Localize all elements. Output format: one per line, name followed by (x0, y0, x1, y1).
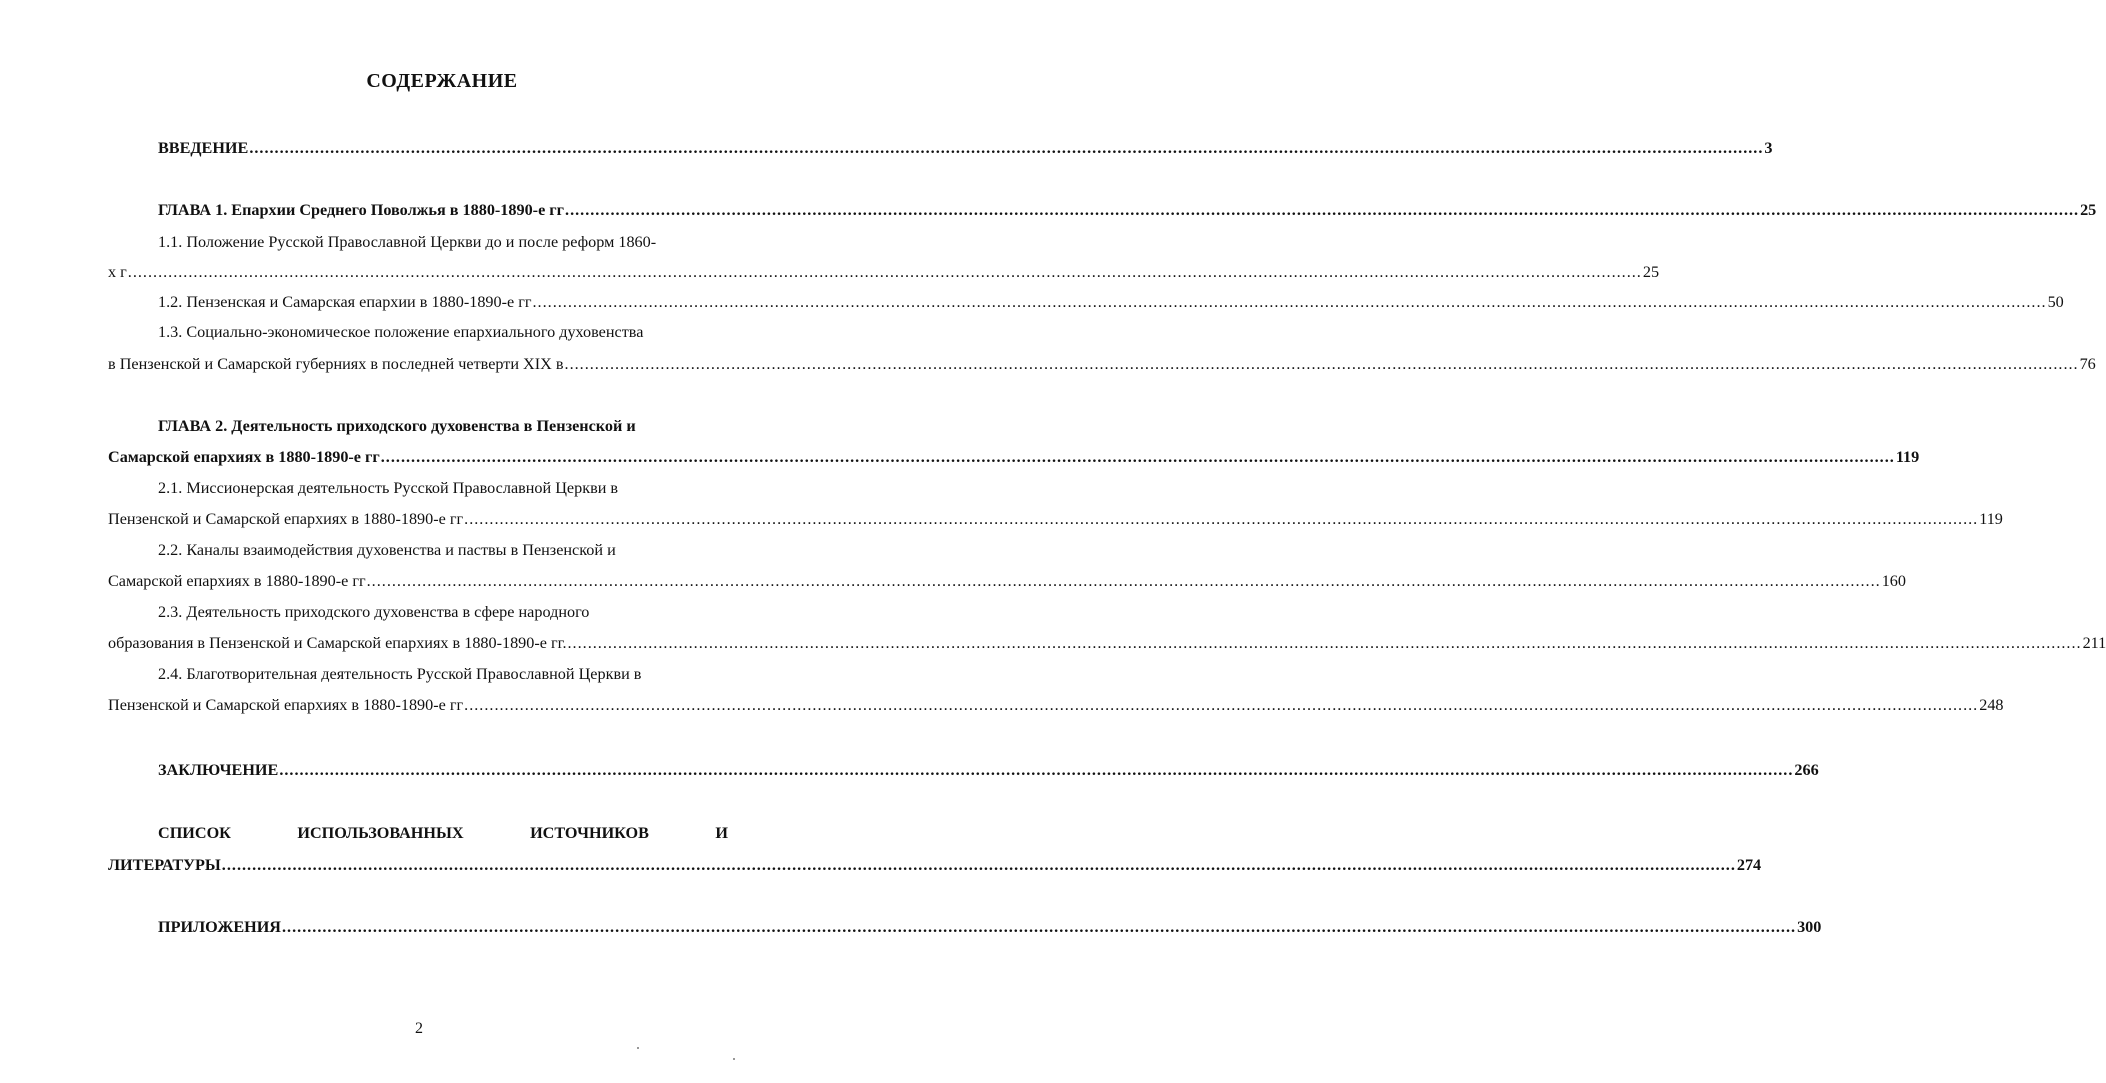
scan-speck (637, 1047, 639, 1049)
toc-page-number: 300 (1797, 918, 1822, 936)
toc-label: 1.1. Положение Русской Православной Церкви до и после реформ 1860- (158, 233, 657, 251)
toc-word: ИСПОЛЬЗОВАННЫХ (297, 824, 464, 842)
toc-label: ГЛАВА 2. Деятельность приходского духовенства в Пензенской и (158, 417, 636, 435)
toc-entry-chapter-2-line1 (108, 416, 728, 436)
toc-page-number: 160 (1881, 572, 1906, 590)
toc-label: 2.4. Благотворительная деятельность Русской Православной Церкви в (158, 665, 642, 683)
dot-leader: ............................................................................................................................................................................................................................................................................................................ (380, 448, 1895, 466)
toc-entry-sources-line2 (108, 855, 1762, 875)
toc-entry-2-3-line2 (108, 633, 2106, 653)
toc-entry-2-1-line2 (108, 509, 2003, 529)
toc-label: 2.3. Деятельность приходского духовенства в сфере народного (158, 603, 590, 621)
dot-leader: ............................................................................................................................................................................................................................................................................................................ (282, 918, 1797, 936)
toc-entry-2-4-line1 (108, 664, 728, 684)
dot-leader: ............................................................................................................................................................................................................................................................................................................ (221, 856, 1736, 874)
toc-label: 1.3. Социально-экономическое положение епархиального духовенства (158, 323, 644, 341)
toc-label: ЗАКЛЮЧЕНИЕ (158, 761, 279, 779)
dot-leader: ............................................................................................................................................................................................................................................................................................................ (279, 761, 1794, 779)
scan-speck (733, 1058, 735, 1060)
toc-word: И (715, 824, 728, 842)
toc-label: ПРИЛОЖЕНИЯ (158, 918, 281, 936)
toc-entry-1-2 (108, 292, 2064, 312)
toc-label: Пензенской и Самарской епархиях в 1880-1890-е гг (108, 696, 464, 714)
dot-leader: ............................................................................................................................................................................................................................................................................................................ (249, 139, 1764, 157)
dot-leader: ............................................................................................................................................................................................................................................................................................................ (127, 263, 1642, 281)
toc-page-number: 119 (1979, 510, 2003, 528)
toc-entry-1-1-line2 (108, 262, 1660, 282)
toc-label: 1.2. Пензенская и Самарская епархии в 1880-1890-е гг (158, 293, 532, 311)
toc-entry-2-2-line1 (108, 540, 728, 560)
toc-label: Самарской епархиях в 1880-1890-е гг (108, 572, 366, 590)
toc-entry-1-3-line1 (108, 322, 728, 342)
toc-entry-intro (108, 138, 1773, 158)
toc-label: Пензенской и Самарской епархиях в 1880-1890-е гг (108, 510, 464, 528)
toc-label: ВВЕДЕНИЕ (158, 139, 249, 157)
toc-page-number: 50 (2047, 293, 2064, 311)
toc-page-number: 25 (2080, 201, 2097, 219)
toc-page-number: 119 (1895, 448, 1920, 466)
toc-label: Самарской епархиях в 1880-1890-е гг (108, 448, 380, 466)
dot-leader: ............................................................................................................................................................................................................................................................................................................ (366, 572, 1881, 590)
toc-label: ГЛАВА 1. Епархии Среднего Поволжья в 1880-1890-е гг (158, 201, 565, 219)
dot-leader: ............................................................................................................................................................................................................................................................................................................ (464, 510, 1979, 528)
toc-entry-2-2-line2 (108, 571, 1906, 591)
toc-entry-1-1-line1 (108, 232, 728, 252)
toc-entry-2-4-line2 (108, 695, 2004, 715)
toc-page-number: 3 (1764, 139, 1773, 157)
toc-entry-conclusion (108, 760, 1819, 780)
dot-leader: ............................................................................................................................................................................................................................................................................................................ (565, 201, 2080, 219)
toc-page-number: 25 (1642, 263, 1660, 281)
page-number: 2 (415, 1020, 423, 1037)
toc-entry-sources-line1 (108, 823, 728, 843)
dot-leader: ............................................................................................................................................................................................................................................................................................................ (567, 634, 2082, 652)
toc-page-number: 266 (1794, 761, 1819, 779)
toc-label: в Пензенской и Самарской губерниях в последней четверти XIX в (108, 355, 564, 373)
toc-page-number: 274 (1736, 856, 1762, 874)
toc-entry-2-3-line1 (108, 602, 728, 622)
toc-page-number: 248 (1979, 696, 2004, 714)
dot-leader: ............................................................................................................................................................................................................................................................................................................ (532, 293, 2047, 311)
dot-leader: ............................................................................................................................................................................................................................................................................................................ (464, 696, 1979, 714)
toc-word: СПИСОК (158, 824, 231, 842)
toc-entry-2-1-line1 (108, 478, 728, 498)
toc-label: ЛИТЕРАТУРЫ (108, 856, 221, 874)
page-title: СОДЕРЖАНИЕ (366, 70, 518, 92)
dot-leader: ............................................................................................................................................................................................................................................................................................................ (564, 355, 2079, 373)
toc-page-number: 76 (2079, 355, 2096, 373)
toc-label: 2.1. Миссионерская деятельность Русской Православной Церкви в (158, 479, 619, 497)
toc-label: х г (108, 263, 127, 281)
toc-word: ИСТОЧНИКОВ (530, 824, 649, 842)
toc-page-number: 211 (2082, 634, 2106, 652)
toc-entry-chapter-1 (108, 200, 2097, 220)
toc-entry-appendix (108, 917, 1822, 937)
toc-label: 2.2. Каналы взаимодействия духовенства и паствы в Пензенской и (158, 541, 616, 559)
toc-label: образования в Пензенской и Самарской епархиях в 1880-1890-е гг. (108, 634, 567, 652)
toc-entry-1-3-line2 (108, 354, 2096, 374)
toc-entry-chapter-2-line2 (108, 447, 1920, 467)
